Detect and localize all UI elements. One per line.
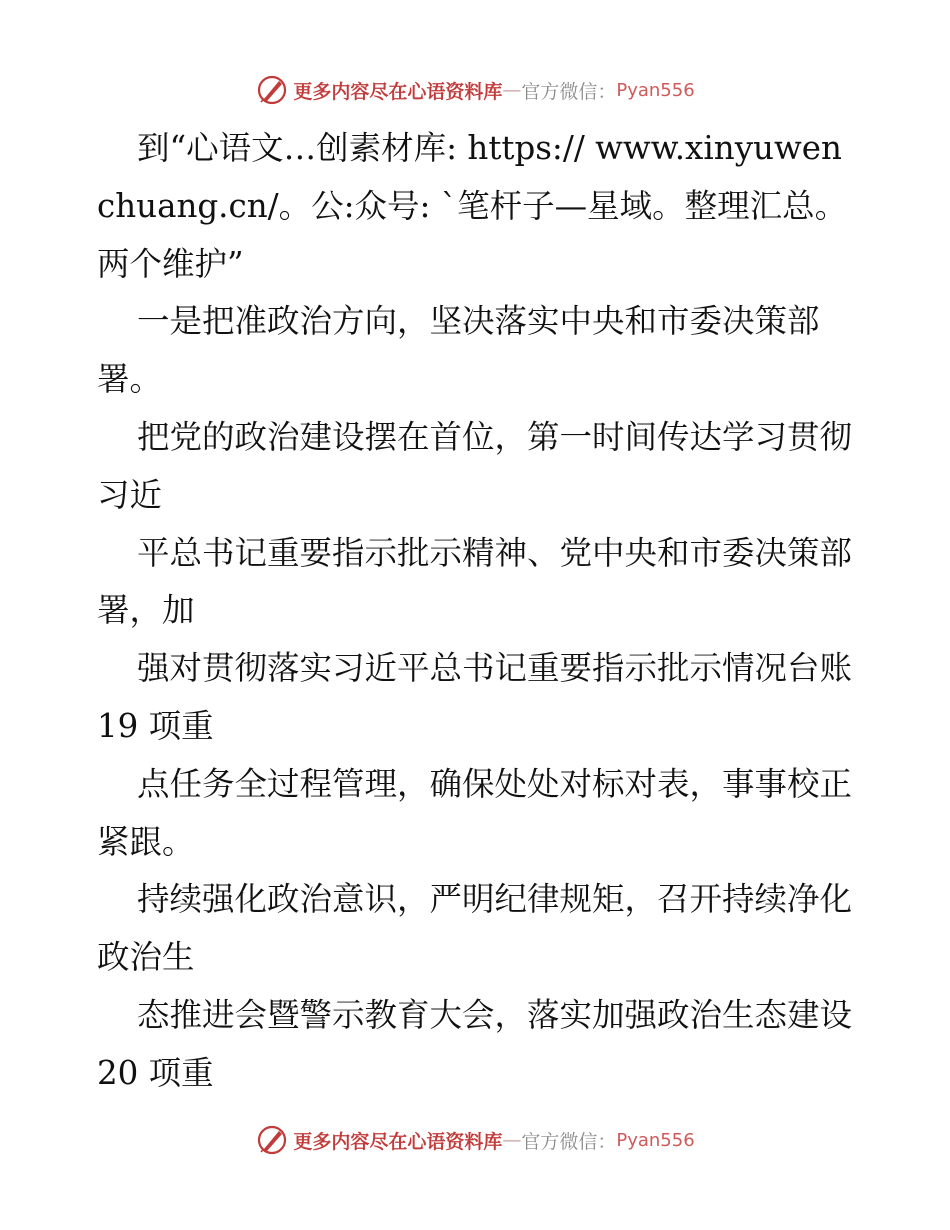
paragraph-8: 态推进会暨警示教育大会，落实加强政治生态建设 20 项重 bbox=[97, 995, 853, 1092]
paragraph-4: 平总书记重要指示批示精神、党中央和市委决策部署，加 bbox=[97, 533, 853, 630]
header-wechat-label: 官方微信： bbox=[521, 80, 617, 103]
paragraph-1: 到“心语文…创素材库: https:// www.xinyuwenchuang.cn/。公:众号: `笔杆子—星域。整理汇总。两个维护” bbox=[97, 129, 848, 283]
paragraph-3: 把党的政治建设摆在首位，第一时间传达学习贯彻习近 bbox=[97, 417, 853, 514]
paragraph-2: 一是把准政治方向，坚决落实中央和市委决策部署。 bbox=[97, 302, 820, 399]
header-brand-text: 更多内容尽在心语资料库 bbox=[293, 80, 503, 103]
document-body bbox=[97, 120, 855, 1103]
quill-pen-logo-icon bbox=[255, 1123, 289, 1157]
paragraph-6: 点任务全过程管理，确保处处对标对表，事事校正紧跟。 bbox=[97, 764, 853, 861]
footer-wechat-label: 官方微信： bbox=[521, 1130, 617, 1153]
paragraph-5: 强对贯彻落实习近平总书记重要指示批示情况台账 19 项重 bbox=[97, 649, 853, 745]
footer-brand-text: 更多内容尽在心语资料库 bbox=[293, 1130, 503, 1153]
header-wechat-id: Pyan556 bbox=[616, 79, 695, 101]
footer-banner bbox=[0, 1120, 950, 1160]
footer-wechat-id: Pyan556 bbox=[616, 1129, 695, 1151]
quill-pen-logo-icon bbox=[255, 73, 289, 107]
header-separator: — bbox=[502, 79, 522, 101]
footer-separator: — bbox=[502, 1129, 522, 1151]
header-banner bbox=[0, 70, 950, 110]
paragraph-7: 持续强化政治意识，严明纪律规矩，召开持续净化政治生 bbox=[97, 880, 853, 977]
